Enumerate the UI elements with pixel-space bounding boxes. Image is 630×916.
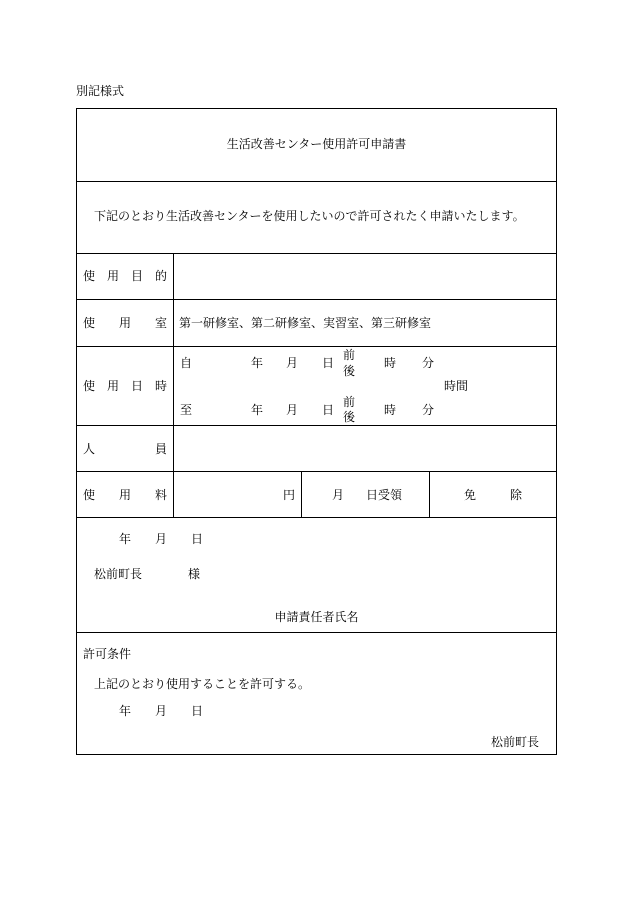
form-intro: 下記のとおり生活改善センターを使用したいので許可されたく申請いたします。 <box>94 209 525 223</box>
to-year: 年 <box>251 403 264 417</box>
application-year: 年 <box>119 532 132 546</box>
addressee-honorific: 様 <box>188 567 201 581</box>
applicant-name-label: 申請責任者氏名 <box>274 610 359 624</box>
fee-month: 月 <box>332 488 345 502</box>
row-divider <box>77 181 556 182</box>
addressee: 松前町長 <box>94 567 143 581</box>
approval-signer: 松前町長 <box>491 735 540 749</box>
approval-year: 年 <box>119 704 132 718</box>
row-divider <box>77 346 556 347</box>
label-column-divider <box>173 253 174 517</box>
application-month: 月 <box>155 532 168 546</box>
from-am: 前 <box>343 348 356 362</box>
to-hour: 時 <box>384 403 397 417</box>
from-month: 月 <box>286 356 299 370</box>
row-divider <box>77 299 556 300</box>
form-title: 生活改善センター使用許可申請書 <box>226 137 407 151</box>
row-divider <box>77 253 556 254</box>
fee-column-divider <box>429 471 430 517</box>
fee-column-divider <box>301 471 302 517</box>
purpose-label: 使 用 目 的 <box>83 269 167 283</box>
fee-received: 日受領 <box>366 488 403 502</box>
from-year: 年 <box>251 356 264 370</box>
fee-label: 使 用 料 <box>83 488 167 502</box>
application-day: 日 <box>191 532 204 546</box>
row-divider <box>77 517 556 518</box>
row-divider <box>77 632 556 633</box>
from-minute: 分 <box>422 356 435 370</box>
people-label: 人 員 <box>83 442 167 456</box>
room-value: 第一研修室、第二研修室、実習室、第三研修室 <box>179 316 432 330</box>
fee-exempt: 免 除 <box>464 488 522 502</box>
to-minute: 分 <box>422 403 435 417</box>
to-day: 日 <box>322 403 335 417</box>
row-divider <box>77 471 556 472</box>
application-form <box>76 108 557 755</box>
form-header-label: 別記様式 <box>76 84 125 98</box>
approval-statement: 上記のとおり使用することを許可する。 <box>94 677 311 691</box>
approval-day: 日 <box>191 704 204 718</box>
to-am: 前 <box>343 395 356 409</box>
from-prefix: 自 <box>180 356 193 370</box>
duration-label: 時間 <box>444 379 469 393</box>
from-hour: 時 <box>384 356 397 370</box>
to-prefix: 至 <box>180 403 193 417</box>
from-pm: 後 <box>343 364 356 378</box>
approval-month: 月 <box>155 704 168 718</box>
row-divider <box>77 425 556 426</box>
from-day: 日 <box>322 356 335 370</box>
room-label: 使 用 室 <box>83 316 167 330</box>
to-pm: 後 <box>343 410 356 424</box>
fee-yen: 円 <box>283 488 296 502</box>
to-month: 月 <box>286 403 299 417</box>
approval-conditions-label: 許可条件 <box>83 647 132 661</box>
datetime-label: 使 用 日 時 <box>83 379 167 393</box>
